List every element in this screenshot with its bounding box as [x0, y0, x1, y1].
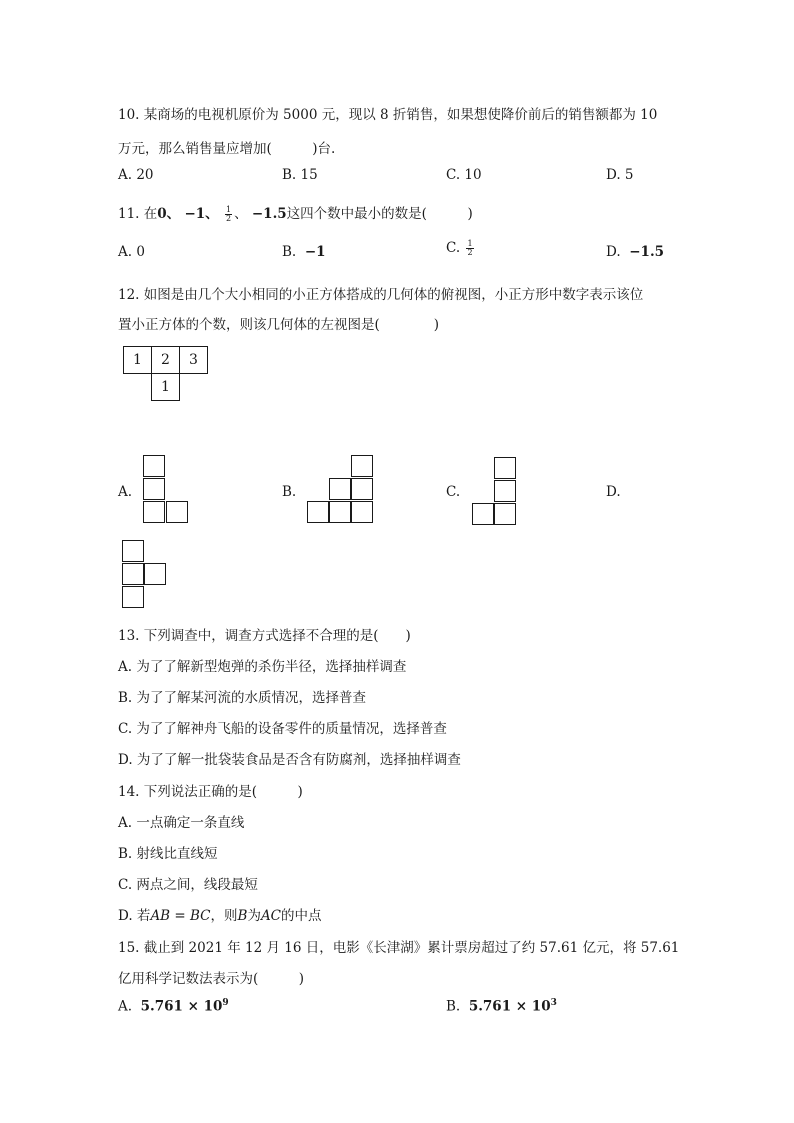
- q13-option-b: B. 为了了解某河流的水质情况，选择普查: [118, 690, 367, 706]
- q10-stem-line1: 10. 某商场的电视机原价为 5000 元，现以 8 折销售，如果想使降价前后的销售额都为 10: [118, 107, 658, 123]
- top-view-cell: 1: [123, 346, 152, 374]
- q12-option-a-label: A.: [118, 484, 133, 500]
- q11-separator: 、: [234, 206, 248, 222]
- q13-option-d: D. 为了了解一批袋装食品是否含有防腐剂，选择抽样调查: [118, 752, 461, 768]
- view-square: [143, 455, 165, 477]
- view-square: [307, 501, 329, 523]
- q11-option-d: D. −1.5: [606, 244, 665, 260]
- q13-option-a: A. 为了了解新型炮弹的杀伤半径，选择抽样调查: [118, 659, 407, 675]
- view-square: [122, 586, 144, 608]
- view-square: [494, 503, 516, 525]
- view-square: [351, 501, 373, 523]
- q12-option-b-label: B.: [282, 484, 297, 500]
- q15-option-a: A. $5.761 \times 10^9$: [118, 998, 229, 1015]
- view-square: [143, 478, 165, 500]
- q10-option-c: C. 10: [446, 167, 482, 183]
- q11-number-neg1-5: −1.5: [251, 206, 287, 222]
- q14-option-a: A. 一点确定一条直线: [118, 815, 245, 831]
- q11-stem: [118, 202, 473, 223]
- equation-ab-bc: AB = BC: [150, 908, 211, 924]
- top-view-cell: 2: [151, 346, 180, 374]
- view-square: [351, 455, 373, 477]
- q14-option-d: D. 若AB = BC，则B为AC的中点: [118, 908, 322, 924]
- q10-stem-line2: 万元，那么销售量应增加( )台.: [118, 141, 336, 157]
- q11-option-b: B. −1: [282, 244, 326, 260]
- q14-option-b: B. 射线比直线短: [118, 846, 218, 862]
- q13-stem: 13. 下列调查中，调查方式选择不合理的是( ): [118, 628, 411, 644]
- q12-stem-line1: 12. 如图是由几个大小相同的小正方体搭成的几何体的俯视图，小正方形中数字表示该位: [118, 287, 644, 303]
- q15-stem-line1: 15. 截止到 2021 年 12 月 16 日，电影《长津湖》累计票房超过了约 57.61 亿元，将 57.61: [118, 940, 680, 956]
- q12-option-d-label: D.: [606, 484, 621, 500]
- q12-stem-line2: 置小正方体的个数，则该几何体的左视图是( ): [118, 317, 440, 333]
- q11-number-neg1: −1、: [184, 206, 219, 222]
- q15-stem-line2: 亿用科学记数法表示为( ): [118, 971, 305, 987]
- top-view-cell: 1: [151, 373, 180, 401]
- q10-option-d: D. 5: [606, 167, 634, 183]
- q11-option-a: A. 0: [118, 244, 145, 260]
- q11-option-c: C. $\frac{1}{2}$: [446, 239, 473, 257]
- q11-suffix: 这四个数中最小的数是( ): [286, 206, 473, 222]
- view-square: [144, 563, 166, 585]
- view-square: [351, 478, 373, 500]
- q10-option-b: B. 15: [282, 167, 318, 183]
- q12-option-c-label: C.: [446, 484, 461, 500]
- top-view-cell: 3: [179, 346, 208, 374]
- q13-option-c: C. 为了了解神舟飞船的设备零件的质量情况，选择普查: [118, 721, 447, 737]
- q11-fraction-half: $\frac{1}{2}$: [225, 205, 232, 223]
- view-square: [329, 501, 351, 523]
- view-square: [143, 501, 165, 523]
- view-square: [166, 501, 188, 523]
- view-square: [329, 478, 351, 500]
- q14-option-c: C. 两点之间，线段最短: [118, 877, 258, 893]
- q14-stem: 14. 下列说法正确的是( ): [118, 784, 303, 800]
- q10-option-a: A. 20: [118, 167, 154, 183]
- q11-number-0: 0、: [157, 206, 181, 222]
- q11-prefix: 11. 在: [118, 206, 158, 222]
- view-square: [472, 503, 494, 525]
- view-square: [122, 540, 144, 562]
- view-square: [122, 563, 144, 585]
- view-square: [494, 480, 516, 502]
- q15-option-b: B. $5.761 \times 10^3$: [446, 998, 557, 1015]
- view-square: [494, 457, 516, 479]
